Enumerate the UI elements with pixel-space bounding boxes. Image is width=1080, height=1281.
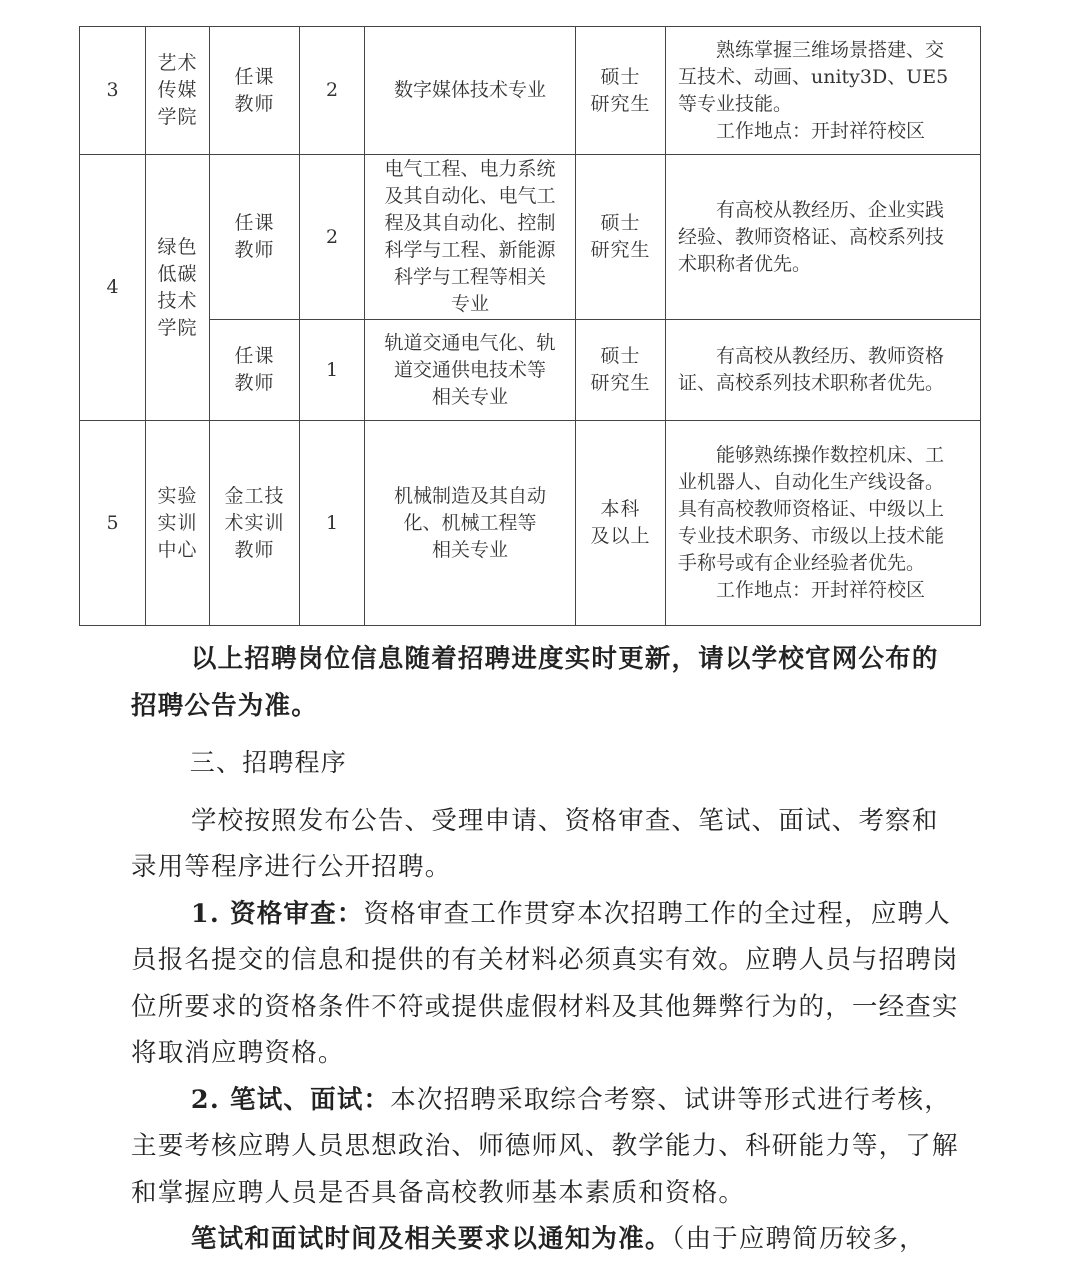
table.rows.3.position-line: 金工技 [224,484,285,507]
cell-requirements [666,320,981,421]
table.rows.1.dept-line: 低碳 [157,262,198,285]
table.rows.0.position-line: 任课 [234,65,275,88]
table.rows.1.major-line: 程及其自动化、控制 [384,212,556,234]
exam-title: 2. 笔试、面试： [190,1084,391,1115]
table.rows.3.degree-line: 及以上 [590,525,651,547]
table.rows.1.degree-line: 研究生 [590,239,651,261]
cell-position [210,320,300,421]
cell-count: 2 [300,27,365,155]
table.rows.3.position-line: 术实训 [224,511,285,534]
requirement-line: 业机器人、自动化生产线设备。 [678,471,945,493]
table.rows.2.major-line: 道交通供电技术等 [393,358,546,381]
table.rows.1.position-line: 任课 [234,212,275,234]
table.rows.1.degree-line: 硕士 [600,212,641,234]
exam-paragraph [131,1077,961,1217]
cell-major [365,421,576,626]
qualification-paragraph [131,891,961,1077]
requirement-line: 能够熟练操作数控机床、工 [716,444,945,466]
table.rows.0.degree-line: 研究生 [590,92,651,115]
table.rows.2.position-line: 教师 [234,372,275,394]
cell-department [146,27,210,155]
recruitment-table [79,26,981,626]
cell-requirements [666,155,981,320]
cell-degree [576,27,666,155]
table.rows.3.major-line: 相关专业 [431,538,508,561]
table-row [80,155,981,320]
table.rows.1.major-line: 及其自动化、电气工 [384,185,556,207]
requirement-line: 熟练掌握三维场景搭建、交 [716,38,945,61]
qualification-text: 资格审查工作贯穿本次招聘工作的全过程，应聘人员报名提交的信息和提供的有关材料必须真实有效。应聘人员与招聘岗位所要求的资格条件不符或提供虚假材料及其他舞弊行为的，一经查实将取消应聘资格。 [131,898,959,1068]
requirement-line: 等专业技能。 [678,92,793,115]
body-text [131,636,961,1263]
requirement-line: 工作地点：开封祥符校区 [716,119,926,142]
cell-major [365,155,576,320]
qualification-title: 1. 资格审查： [190,898,364,929]
cell-number: 5 [80,421,146,626]
table.rows.0.position-line: 教师 [234,92,275,115]
requirement-line: 具有高校教师资格证、中级以上 [678,498,945,520]
cell-number: 3 [80,27,146,155]
table.rows.3.position-line: 教师 [234,538,275,561]
cell-count: 2 [300,155,365,320]
cell-position [210,155,300,320]
section-title: 三、招聘程序 [189,748,347,777]
table.rows.0.dept-line: 学院 [157,106,198,128]
table.rows.1.dept-line: 学院 [157,316,198,339]
table-body [80,27,981,626]
table.rows.1.major-line: 科学与工程、新能源 [384,239,556,261]
cell-major [365,27,576,155]
requirement-line: 术职称者优先。 [678,252,812,275]
table.rows.3.major-line: 化、机械工程等 [403,511,537,534]
cell-degree [576,155,666,320]
cell-department [146,155,210,421]
notice-paragraph [131,1216,961,1263]
requirement-line: 互技术、动画、unity3D、UE5 [678,65,949,88]
requirement-line: 手称号或有企业经验者优先。 [678,552,926,574]
table.rows.3.dept-line: 实验 [157,484,198,507]
table.rows.1.major-line: 科学与工程等相关 [393,266,546,288]
requirement-line: 证、高校系列技术职称者优先。 [678,372,945,394]
table.rows.2.major-line: 相关专业 [431,385,508,408]
table.rows.0.degree-line: 硕士 [600,65,641,88]
table-row [80,320,981,421]
requirement-line: 经验、教师资格证、高校系列技 [678,225,945,248]
cell-requirements [666,421,981,626]
table.rows.2.position-line: 任课 [234,345,275,367]
requirement-line: 专业技术职务、市级以上技术能 [678,525,945,547]
cell-count: 1 [300,421,365,626]
cell-position [210,421,300,626]
table.rows.1.dept-line: 绿色 [157,235,198,258]
cell-number: 4 [80,155,146,421]
table.rows.2.degree-line: 硕士 [600,345,641,367]
table-row [80,421,981,626]
cell-degree [576,421,666,626]
table.rows.3.dept-line: 中心 [157,538,198,561]
notice-text: （由于应聘简历较多， [671,1224,926,1254]
table.rows.0.dept-line: 传媒 [157,79,198,101]
exam-text: 本次招聘采取综合考察、试讲等形式进行考核，主要考核应聘人员思想政治、师德师风、教学能力、科研能力等，了解和掌握应聘人员是否具备高校教师基本素质和资格。 [131,1084,959,1208]
table.rows.1.dept-line: 技术 [157,289,198,312]
table.rows.2.degree-line: 研究生 [590,372,651,394]
cell-major [365,320,576,421]
requirement-line: 工作地点：开封祥符校区 [716,579,926,601]
table.rows.0.dept-line: 艺术 [157,52,198,74]
table.rows.3.degree-line: 本科 [600,498,641,520]
table.rows.0.major-line: 数字媒体技术专业 [393,79,546,101]
table.rows.2.major-line: 轨道交通电气化、轨 [384,331,556,354]
requirement-line: 有高校从教经历、企业实践 [716,198,945,221]
cell-degree [576,320,666,421]
table.rows.3.dept-line: 实训 [157,511,198,534]
cell-department [146,421,210,626]
table-row [80,27,981,155]
update-note: 以上招聘岗位信息随着招聘进度实时更新，请以学校官网公布的招聘公告为准。 [131,644,939,721]
requirement-line: 有高校从教经历、教师资格 [716,345,945,367]
intro-paragraph: 学校按照发布公告、受理申请、资格审查、笔试、面试、考察和录用等程序进行公开招聘。 [131,805,939,882]
cell-requirements [666,27,981,155]
table.rows.1.major-line: 专业 [450,293,489,315]
notice-bold: 笔试和面试时间及相关要求以通知为准。 [190,1224,672,1254]
cell-position [210,27,300,155]
table.rows.1.major-line: 电气工程、电力系统 [384,158,556,180]
table.rows.3.major-line: 机械制造及其自动 [393,484,546,507]
cell-count: 1 [300,320,365,421]
table.rows.1.position-line: 教师 [234,239,275,261]
